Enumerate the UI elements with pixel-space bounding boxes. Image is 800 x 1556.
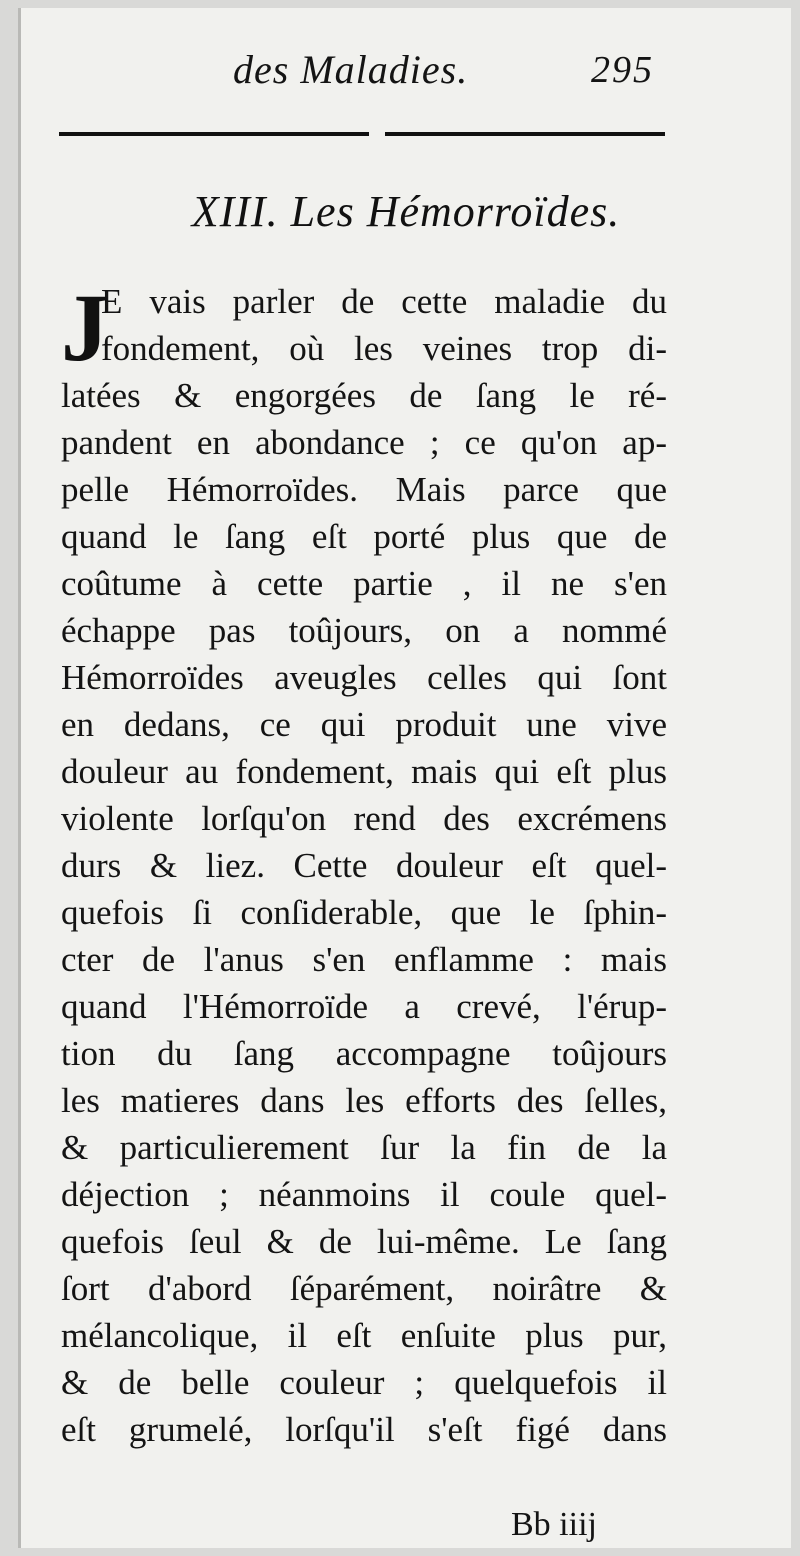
text-line: quand l'Hémorroïde a crevé, l'érup- (61, 987, 667, 1026)
text-line: & de belle couleur ; quelquefois il (61, 1363, 667, 1402)
text-line: quand le ſang eſt porté plus que de (61, 517, 667, 556)
text-line: mélancolique, il eſt enſuite plus pur, (61, 1316, 667, 1355)
text-line: cter de l'anus s'en enflamme : mais (61, 940, 667, 979)
catchword: Bb iiij (511, 1506, 597, 1543)
text-line: violente lorſqu'on rend des excrémens (61, 799, 667, 838)
text-line: quefois ſi conſiderable, que le ſphin- (61, 893, 667, 932)
text-line: & particulierement ſur la fin de la (61, 1128, 667, 1167)
text-line: pandent en abondance ; ce qu'on ap- (61, 423, 667, 462)
drop-cap: J (61, 274, 109, 381)
text-line: coûtume à cette partie , il ne s'en (61, 564, 667, 603)
text-line: quefois ſeul & de lui-même. Le ſang (61, 1222, 667, 1261)
running-head (21, 46, 791, 96)
page-number: 295 (591, 49, 654, 91)
text-line: durs & liez. Cette douleur eſt quel- (61, 846, 667, 885)
text-line: eſt grumelé, lorſqu'il s'eſt figé dans (61, 1410, 667, 1449)
text-line: latées & engorgées de ſang le ré- (61, 376, 667, 415)
text-line: E vais parler de cette maladie du (101, 282, 667, 321)
header-rule-left (59, 132, 369, 136)
body-text (61, 274, 667, 1453)
text-line: échappe pas toûjours, on a nommé (61, 611, 667, 650)
text-line: Hémorroïdes aveugles celles qui ſont (61, 658, 667, 697)
text-line: en dedans, ce qui produit une vive (61, 705, 667, 744)
chapter-title: XIII. Les Hémorroïdes. (191, 187, 621, 236)
running-title: des Maladies. (233, 47, 469, 92)
header-rule-right (385, 132, 665, 136)
text-line: pelle Hémorroïdes. Mais parce que (61, 470, 667, 509)
text-line: les matieres dans les efforts des ſelles, (61, 1081, 667, 1120)
text-line: fondement, où les veines trop di- (101, 329, 667, 368)
text-line: tion du ſang accompagne toûjours (61, 1034, 667, 1073)
text-line: ſort d'abord ſéparément, noirâtre & (61, 1269, 667, 1308)
text-line: déjection ; néanmoins il coule quel- (61, 1175, 667, 1214)
book-page (18, 8, 791, 1548)
text-line: douleur au fondement, mais qui eſt plus (61, 752, 667, 791)
